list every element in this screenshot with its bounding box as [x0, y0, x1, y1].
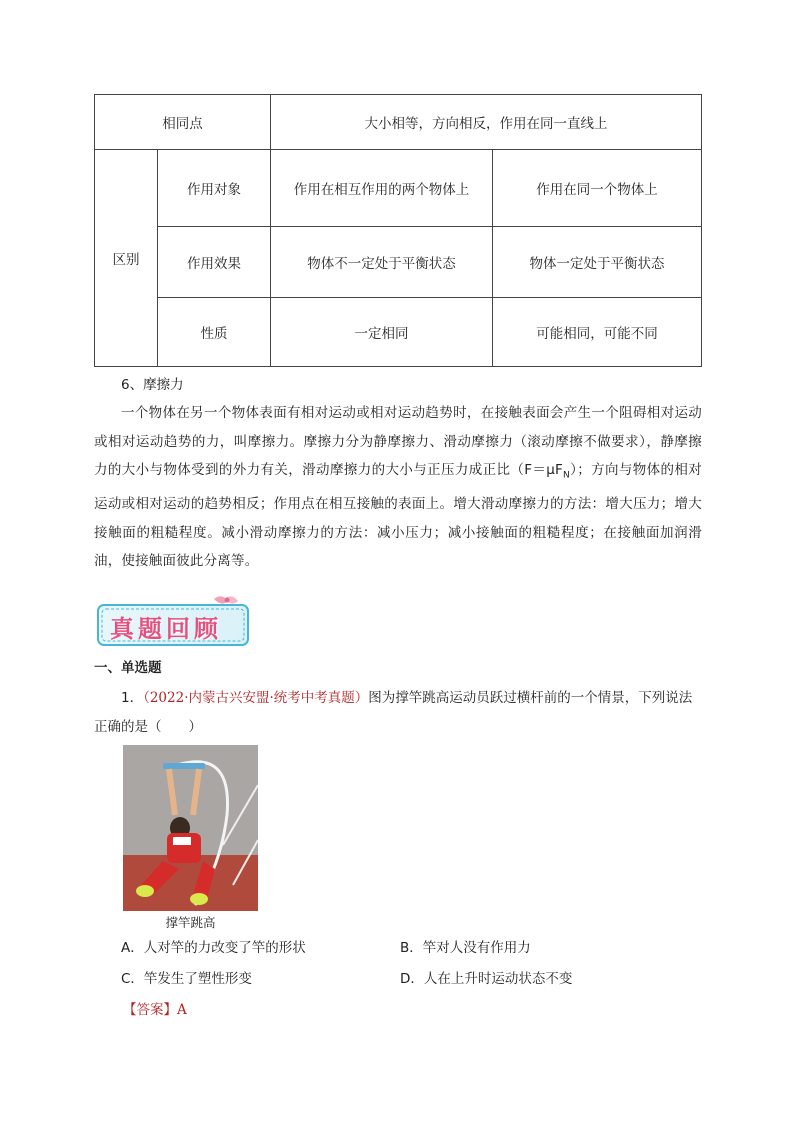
value-cell: 作用在同一个物体上: [493, 150, 702, 227]
answer-value: A: [177, 1002, 187, 1018]
table-row: [95, 150, 702, 227]
question-source: （2022·内蒙古兴安盟·统考中考真题）: [143, 690, 369, 706]
photo-caption: 撑竿跳高: [165, 915, 216, 930]
question-number: 1．: [121, 690, 144, 706]
subscript: N: [563, 470, 570, 481]
option-d[interactable]: D．人在上升时运动状态不变: [400, 971, 573, 987]
option-a[interactable]: A．人对竿的力改变了竿的形状: [121, 940, 306, 956]
value-cell: 一定相同: [271, 298, 493, 367]
answer-label: 【答案】: [123, 1002, 177, 1018]
same-label-cell: 相同点: [95, 95, 271, 150]
pole-vault-photo: [123, 745, 258, 911]
value-cell: 物体不一定处于平衡状态: [271, 227, 493, 298]
aspect-cell: 作用对象: [158, 150, 271, 227]
table-row: [95, 95, 702, 150]
section-paragraph: [94, 399, 702, 576]
aspect-cell: 作用效果: [158, 227, 271, 298]
value-cell: 物体一定处于平衡状态: [493, 227, 702, 298]
section-title: 6、摩擦力: [121, 377, 184, 393]
table-row: [95, 227, 702, 298]
table-row: [95, 298, 702, 367]
diff-label-cell: 区别: [95, 150, 158, 367]
banner-text: 真题回顾: [110, 614, 222, 643]
pole-vault-image: [123, 745, 258, 911]
same-value-cell: 大小相等，方向相反，作用在同一直线上: [271, 95, 702, 150]
paragraph-text: 一个物体在另一个物体表面有相对运动或相对运动趋势时，在接触表面会产生一个阻碍相对运动或相对运动趋势的力，叫摩擦力。摩擦力分为静摩擦力、滑动摩擦力（滚动摩擦不做要求），静摩擦力的大小与物体受到的外力有关，滑动摩擦力的大小与正压力成正比（F＝μF: [94, 405, 702, 478]
section-banner: [96, 595, 256, 651]
value-cell: 可能相同，可能不同: [493, 298, 702, 367]
answer-line: [123, 998, 187, 1018]
aspect-cell: 性质: [158, 298, 271, 367]
value-cell: 作用在相互作用的两个物体上: [271, 150, 493, 227]
option-c[interactable]: C．竿发生了塑性形变: [121, 971, 252, 987]
question-text: 图为撑竿跳高运动员跃过横杆前的一个情景，下列说法正确的是（ ）: [94, 690, 693, 735]
option-b[interactable]: B．竿对人没有作用力: [400, 940, 531, 956]
question-stem: [94, 684, 702, 742]
question-type-heading: 一、单选题: [94, 660, 162, 676]
paragraph-text-end: ）；方向与物体的相对运动或相对运动的趋势相反；作用点在相互接触的表面上。增大滑动摩擦力的方法：增大压力；增大接触面的粗糙程度。减小滑动摩擦力的方法：减小压力；减小接触面的粗糙程度；在接触面加润滑油，使接触面彼此分离等。: [94, 462, 703, 570]
comparison-table: [94, 94, 702, 367]
